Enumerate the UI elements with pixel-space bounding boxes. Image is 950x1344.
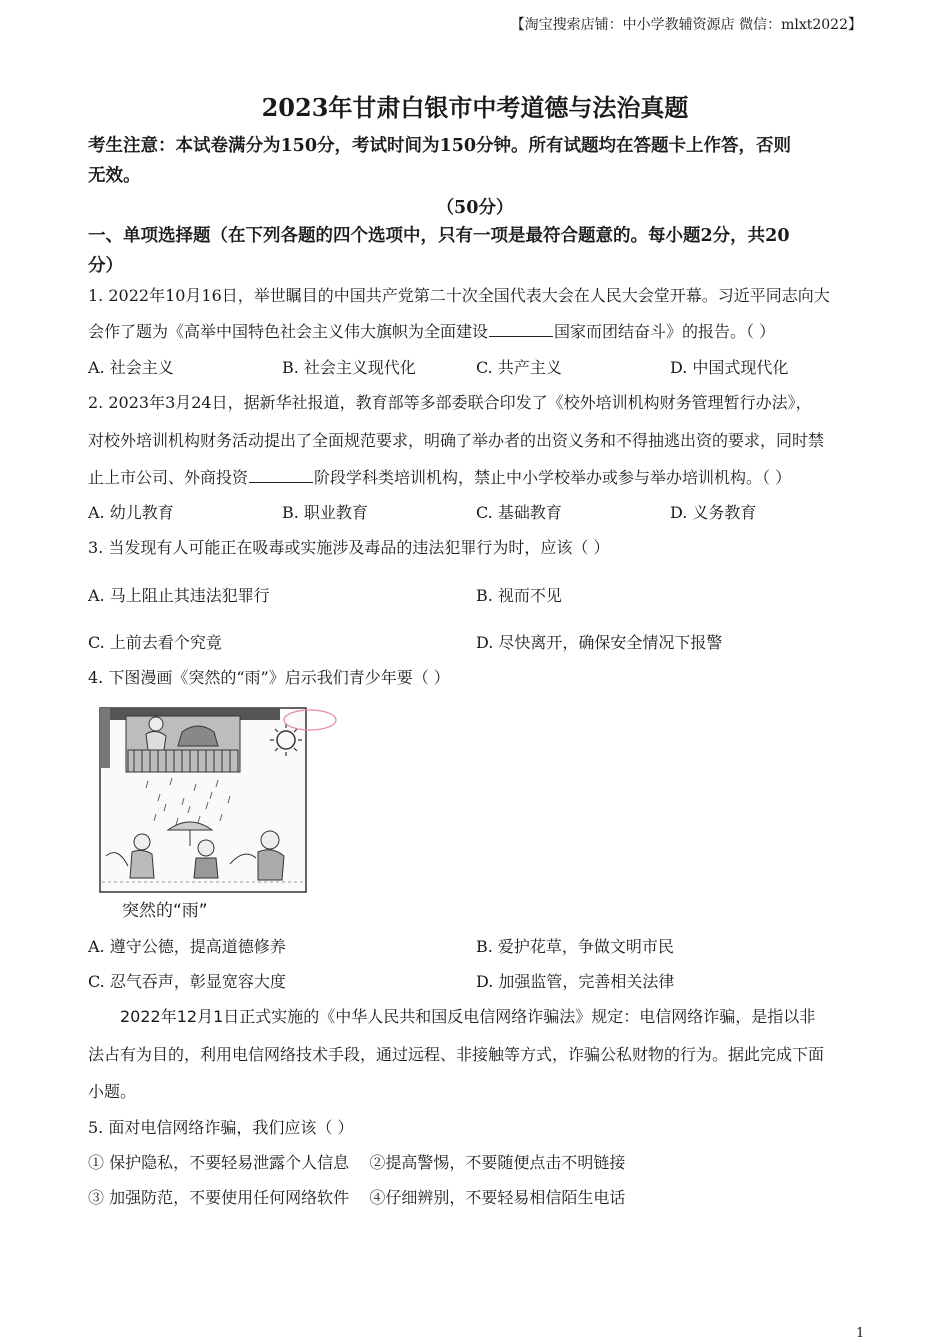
q2-blank (249, 468, 313, 483)
q2-stem-line-1: 2. 2023年3月24日，据新华社报道，教育部等多部委联合印发了《校外培训机构财务管理暂行办法》， (88, 393, 812, 412)
header-note: 【淘宝搜索店铺：中小学教辅资源店 微信：mlxt2022】 (510, 17, 862, 33)
section-heading-line-1: 一、单项选择题（在下列各题的四个选项中，只有一项是最符合题意的。每小题2分，共20 (88, 226, 790, 246)
q4-option-c[interactable]: C. 忍气吞声，彰显宽容大度 (88, 972, 286, 991)
q2-stem-line-2: 对校外培训机构财务活动提出了全面规范要求，明确了举办者的出资义务和不得抽逃出资的要求，同时禁 (88, 431, 825, 450)
exam-notice (88, 131, 868, 191)
q1-option-c[interactable]: C. 共产主义 (476, 358, 562, 377)
notice-line-1: 考生注意：本试卷满分为150分，考试时间为150分钟。所有试题均在答题卡上作答，否则 (88, 136, 792, 156)
q1-blank (489, 322, 553, 337)
comic-figure (98, 706, 338, 924)
q1-stem-part-b: 国家而团结奋斗》的报告。（ ） (554, 322, 776, 341)
q3-option-d[interactable]: D. 尽快离开，确保安全情况下报警 (476, 633, 723, 652)
q2-option-c[interactable]: C. 基础教育 (476, 503, 562, 522)
page-title: 2023年甘肃白银市中考道德与法治真题 (261, 93, 689, 122)
q1-stem-line-1: 1. 2022年10月16日，举世瞩目的中国共产党第二十次全国代表大会在人民大会堂开幕。习近平同志向大 (88, 286, 830, 305)
part-score: （50分） (436, 198, 514, 218)
q4-option-a[interactable]: A. 遵守公德，提高道德修养 (88, 937, 286, 956)
q1-option-b[interactable]: B. 社会主义现代化 (282, 358, 416, 377)
q1-stem-part-a: 会作了题为《高举中国特色社会主义伟大旗帜为全面建设 (88, 322, 489, 341)
material-line-3: 小题。 (88, 1082, 137, 1101)
q1-stem-line-2 (88, 319, 775, 342)
q2-option-b[interactable]: B. 职业教育 (282, 503, 368, 522)
comic-illustration (98, 706, 338, 924)
q1-option-d[interactable]: D. 中国式现代化 (670, 358, 789, 377)
notice-line-2: 无效。 (88, 166, 141, 186)
q3-option-c[interactable]: C. 上前去看个究竟 (88, 633, 222, 652)
q3-option-a[interactable]: A. 马上阻止其违法犯罪行 (88, 586, 270, 605)
q2-stem-part-a: 止上市公司、外商投资 (88, 468, 249, 487)
comic-caption: 突然的“雨” (122, 901, 208, 921)
page-number: 1 (856, 1326, 865, 1341)
q3-stem: 3. 当发现有人可能正在吸毒或实施涉及毒品的违法犯罪行为时，应该（ ） (88, 538, 610, 557)
q5-items-row-2: ③ 加强防范，不要使用任何网络软件 ④仔细辨别，不要轻易相信陌生电话 (88, 1188, 626, 1207)
section-heading-line-2: 分） (88, 256, 123, 276)
q2-option-a[interactable]: A. 幼儿教育 (88, 503, 174, 522)
q4-option-d[interactable]: D. 加强监管，完善相关法律 (476, 972, 675, 991)
section-heading (88, 221, 868, 281)
q4-option-b[interactable]: B. 爱护花草，争做文明市民 (476, 937, 674, 956)
q5-stem: 5. 面对电信网络诈骗，我们应该（ ） (88, 1118, 354, 1137)
q2-stem-line-3 (88, 465, 791, 488)
material-line-2: 法占有为目的，利用电信网络技术手段，通过远程、非接触等方式，诈骗公私财物的行为。据此完成下面 (88, 1045, 825, 1064)
q3-option-b[interactable]: B. 视而不见 (476, 586, 562, 605)
q1-option-a[interactable]: A. 社会主义 (88, 358, 174, 377)
material-line-1: 2022年12月1日正式实施的《中华人民共和国反电信网络诈骗法》规定：电信网络诈骗，是指以非 (120, 1007, 816, 1026)
q2-option-d[interactable]: D. 义务教育 (670, 503, 757, 522)
q2-stem-part-b: 阶段学科类培训机构，禁止中小学校举办或参与举办培训机构。（ ） (314, 468, 792, 487)
q5-items-row-1: ① 保护隐私，不要轻易泄露个人信息 ②提高警惕，不要随便点击不明链接 (88, 1153, 626, 1172)
q4-stem: 4. 下图漫画《突然的“雨”》启示我们青少年要（ ） (88, 668, 450, 687)
